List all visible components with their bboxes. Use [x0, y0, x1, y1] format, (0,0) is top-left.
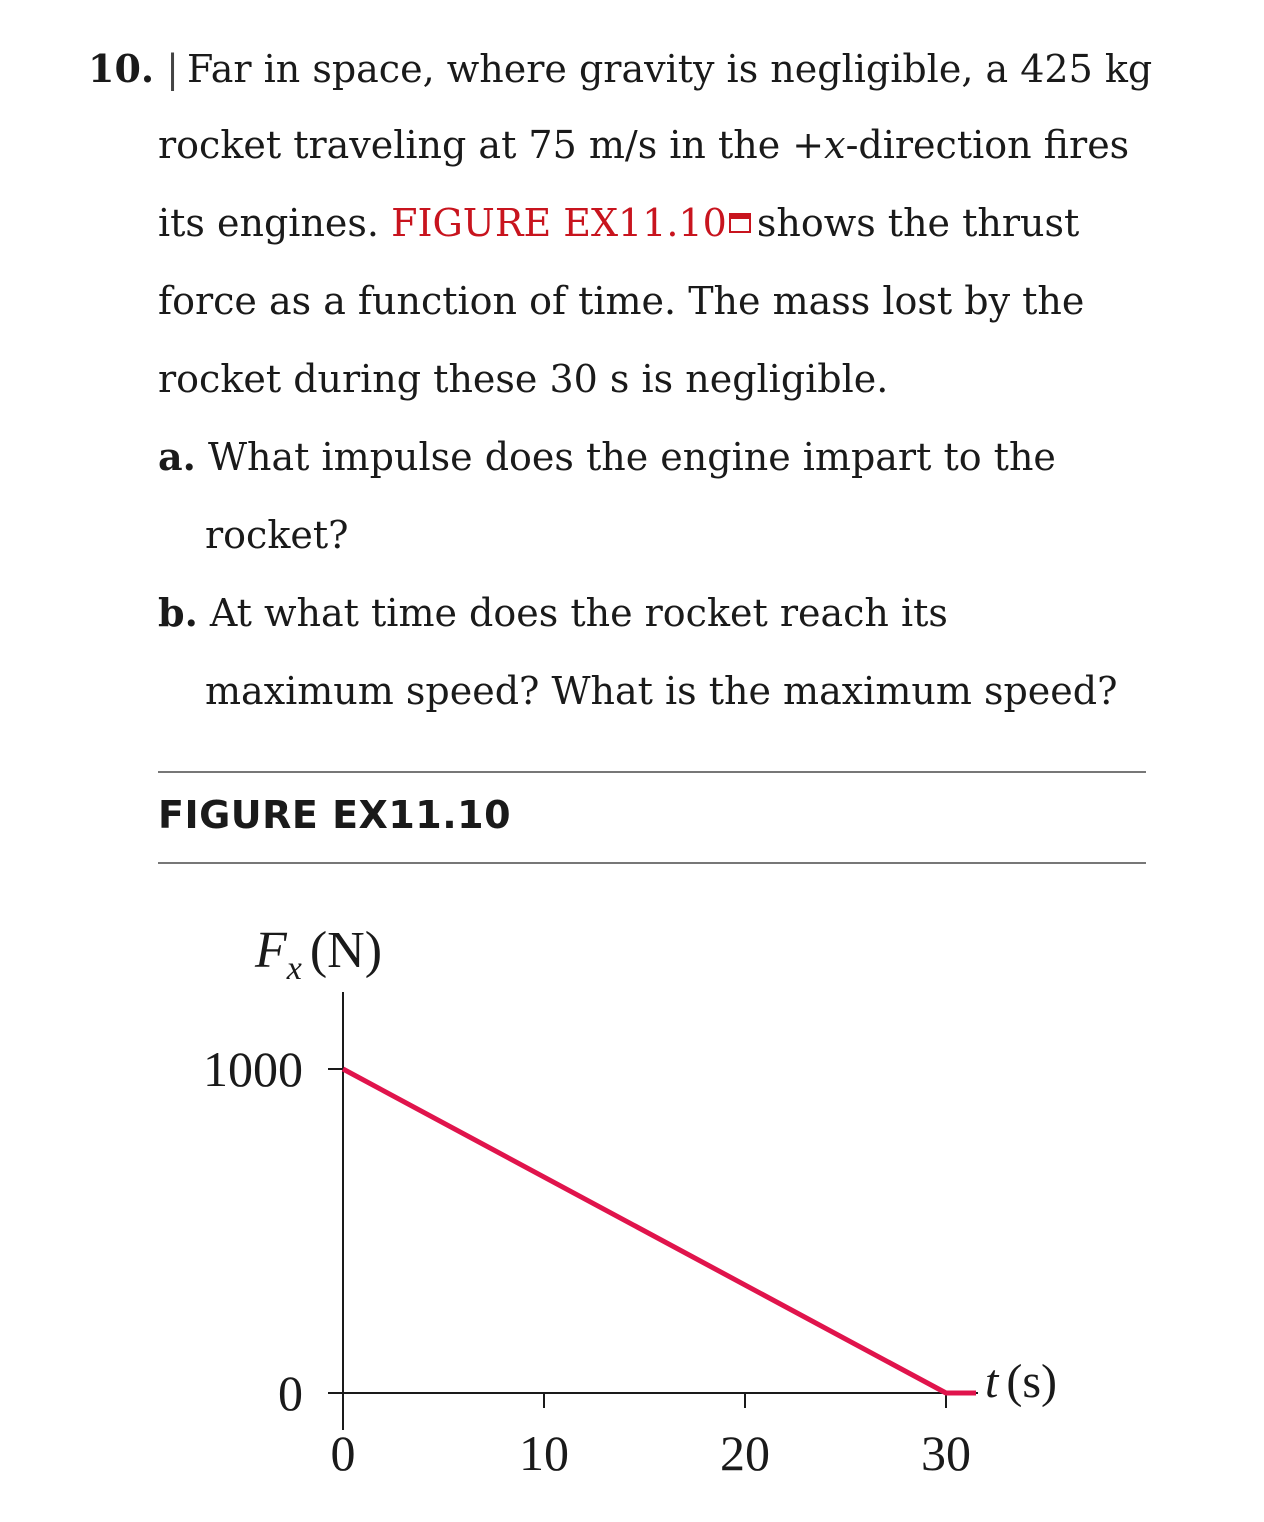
problem-line-5 [158, 354, 888, 404]
y-axis-label [254, 922, 382, 987]
part-a-text-2: rocket? [205, 513, 349, 557]
problem-text-4: force as a function of time. The mass lost by the [158, 279, 1085, 323]
part-b-line-1 [158, 588, 948, 638]
figure-link[interactable]: FIGURE EX11.10 [391, 201, 727, 245]
problem-line-1 [88, 44, 1152, 94]
x-tick-label: 0 [330, 1425, 356, 1481]
part-b-text-1: At what time does the rocket reach its [209, 591, 948, 635]
part-b-text-2: maximum speed? What is the maximum speed? [205, 669, 1118, 713]
y-axis-symbol: F [255, 922, 287, 979]
problem-text-2a: rocket traveling at 75 m/s in the + [158, 123, 825, 167]
problem-text-1: Far in space, where gravity is negligible, a 425 kg [186, 47, 1153, 91]
x-axis-label [985, 1355, 1057, 1408]
problem-text-3a: its engines. [158, 201, 392, 245]
separator: | [166, 47, 179, 91]
x-tick-label: 10 [519, 1425, 569, 1481]
x-variable: x [824, 123, 846, 167]
figure-top-rule [158, 771, 1146, 773]
x-axis-symbol: t [985, 1355, 999, 1408]
x-tick-label: 20 [720, 1425, 770, 1481]
problem-line-3 [158, 198, 1079, 248]
part-a-text-1: What impulse does the engine impart to the [207, 435, 1056, 479]
part-a-label: a. [158, 434, 196, 479]
plot-area [203, 992, 978, 1481]
x-tick-label: 30 [921, 1425, 971, 1481]
figure-title: FIGURE EX11.10 [158, 793, 512, 837]
part-a-line-1 [158, 432, 1056, 482]
problem-text-3b: shows the thrust [756, 201, 1080, 245]
y-axis-subscript: x [286, 950, 302, 987]
force-time-chart [0, 900, 1264, 1522]
external-link-icon[interactable] [729, 213, 751, 233]
part-b-line-2 [205, 666, 1117, 716]
problem-number: 10. [88, 46, 155, 91]
y-tick-label: 1000 [203, 1041, 303, 1097]
force-series-line [343, 1069, 976, 1393]
y-axis-unit: (N) [309, 922, 383, 979]
part-a-line-2 [205, 510, 348, 560]
x-axis-unit: (s) [1006, 1355, 1057, 1408]
problem-text-5: rocket during these 30 s is negligible. [158, 357, 889, 401]
y-tick-label: 0 [278, 1365, 303, 1421]
part-b-label: b. [158, 590, 198, 635]
problem-text-2b: -direction fires [845, 123, 1130, 167]
problem-line-4 [158, 276, 1084, 326]
problem-line-2 [158, 120, 1129, 170]
figure-bottom-rule [158, 862, 1146, 864]
